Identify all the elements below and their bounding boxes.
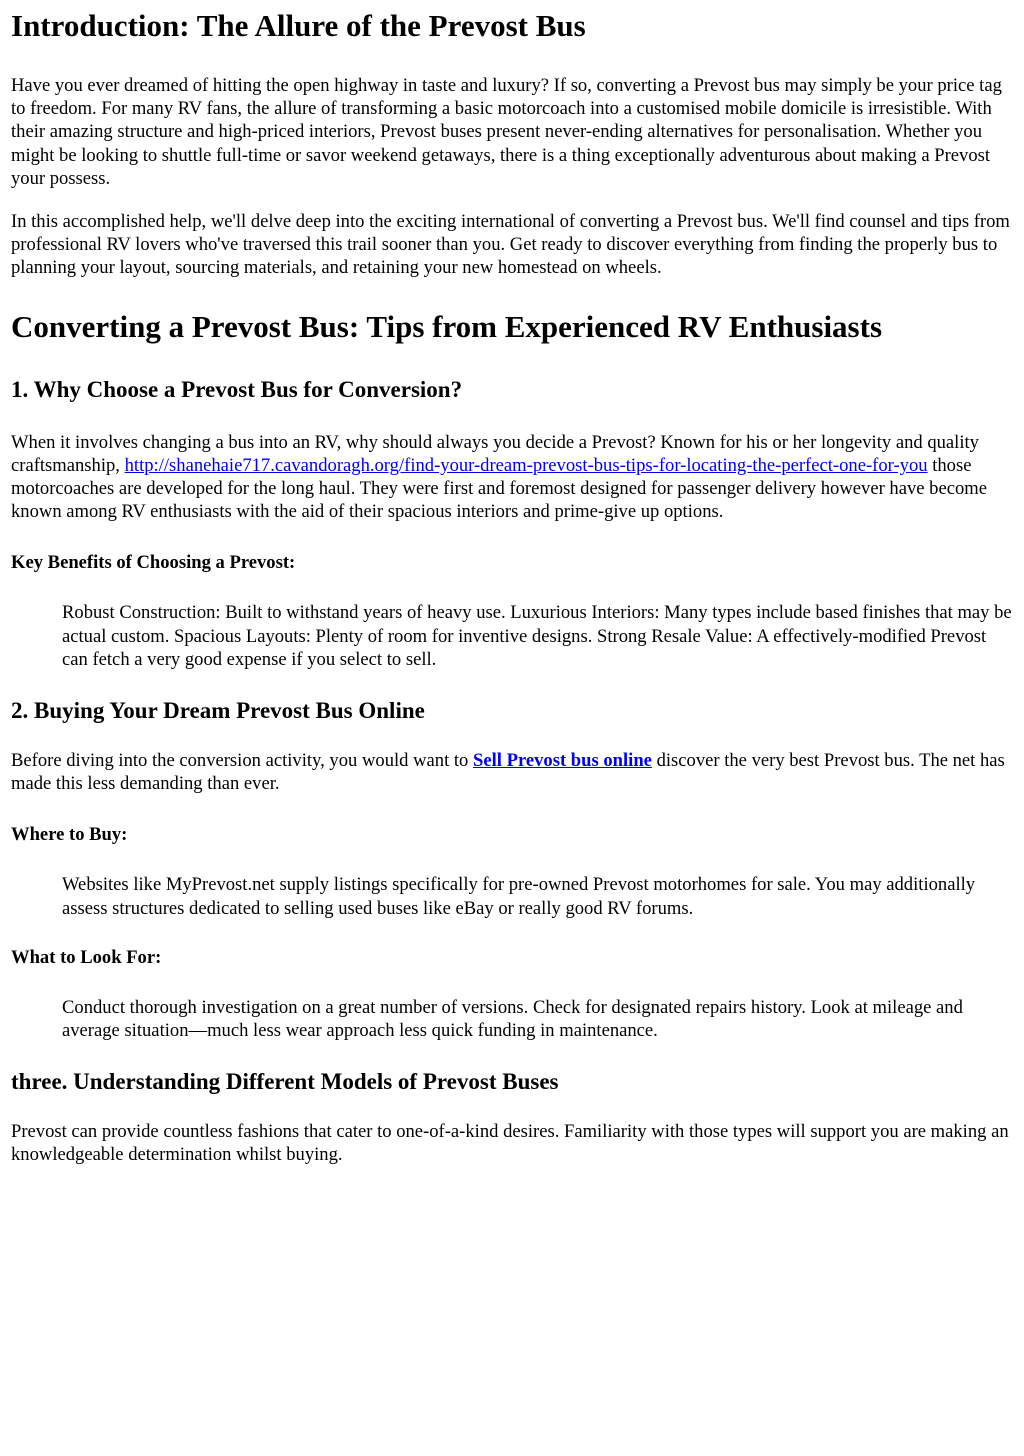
section1-url-link[interactable]: http://shanehaie717.cavandoragh.org/find-your-dream-prevost-bus-tips-for-locating-the-perfect-one-for-you (124, 454, 928, 476)
section2-text-after: discover the very best Prevost bus. The net has made this less demanding than ever. (11, 750, 1005, 795)
converting-heading: Converting a Prevost Bus: Tips from Experienced RV Enthusiasts (11, 308, 883, 344)
benefits-heading: Key Benefits of Choosing a Prevost: (11, 552, 296, 574)
intro-paragraph-1: Have you ever dreamed of hitting the open highway in taste and luxury? If so, converting a Prevost bus may simply be your price tag to freedom. For many RV fans, the allure of transforming a basic motorcoach into a customised mobile domicile is irresistible. With their amazing structure and high-priced interiors, Prevost buses present never-ending alternatives for personalisation. Whether you might be looking to shuttle full-time or savor weekend getaways, there is a thing exceptionally adventurous about making a Prevost your possess. (11, 75, 1002, 189)
intro-paragraph-2: In this accomplished help, we'll delve deep into the exciting international of converting a Prevost bus. We'll find counsel and tips from professional RV lovers who've traversed this trail sooner than you. Get ready to discover everything from finding the properly bus to planning your layout, sourcing materials, and retaining your new homestead on wheels. (11, 211, 1010, 279)
section2-paragraph (11, 749, 1014, 795)
sell-prevost-link[interactable]: Sell Prevost bus online (473, 750, 652, 772)
benefits-list-text: Robust Construction: Built to withstand years of heavy use. Luxurious Interiors: Many types include based finishes that may be actual custom. Spacious Layouts: Plenty of room for inventive designs. Strong Resale Value: A effectively-modified Prevost can fetch a very good expense if you select to sell. (62, 602, 1012, 670)
section1-heading: 1. Why Choose a Prevost Bus for Conversion? (11, 376, 463, 402)
what-heading: What to Look For: (11, 946, 162, 968)
intro-heading: Introduction: The Allure of the Prevost Bus (11, 8, 586, 43)
section2-heading: 2. Buying Your Dream Prevost Bus Online (11, 698, 425, 724)
section3-heading: three. Understanding Different Models of Prevost Buses (11, 1069, 559, 1095)
section2-text-before: Before diving into the conversion activity, you would want to (11, 750, 474, 772)
where-list-text: Websites like MyPrevost.net supply listings specifically for pre-owned Prevost motorhomes for sale. You may additionally assess structures dedicated to selling used buses like eBay or really good RV forums. (62, 874, 976, 919)
section1-text-after: those motorcoaches are developed for the long haul. They were first and foremost designed for passenger delivery however have become known among RV enthusiasts with the aid of their spacious interiors and prime-give up options. (11, 454, 987, 523)
section1-paragraph (11, 431, 1014, 524)
what-list-text: Conduct thorough investigation on a great number of versions. Check for designated repairs history. Look at mileage and average situation—much less wear approach less quick funding in maintenance. (62, 996, 963, 1042)
section3-paragraph: Prevost can provide countless fashions that cater to one-of-a-kind desires. Familiarity with those types will support you are making an knowledgeable determination whilst buying. (11, 1121, 1009, 1166)
where-heading: Where to Buy: (11, 824, 128, 846)
section1-text-before: When it involves changing a bus into an RV, why should always you decide a Prevost? Known for his or her longevity and quality craftsmanship, (11, 431, 979, 476)
document-page (0, 8, 1024, 1456)
